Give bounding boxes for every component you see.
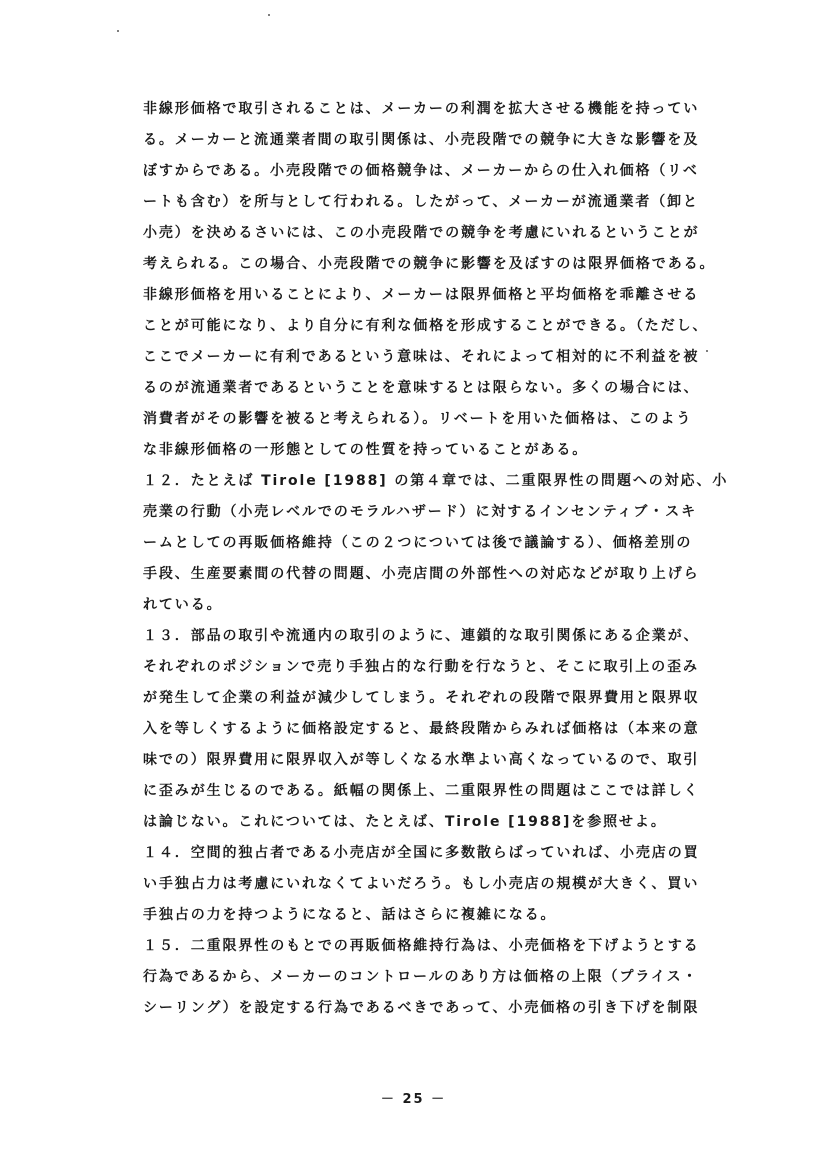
text-line: が発生して企業の利益が減少してしまう。それぞれの段階で限界費用と限界収 [143,690,700,706]
text-line: 非線形価格で取引されることは、メーカーの利潤を拡大させる機能を持ってい [143,101,700,117]
body-text [143,94,729,1024]
text-line: 行為であるから、メーカーのコントロールのあり方は価格の上限（プライス・ [143,969,699,985]
text-line: 消費者がその影響を被ると考えられる）。リベートを用いた価格は、このよう [143,411,693,427]
text-line: ぼすからである。小売段階での価格競争は、メーカーからの仕入れ価格（リベ [143,163,699,179]
text-line: 非線形価格を用いることにより、メーカーは限界価格と平均価格を乖離させる [143,287,700,303]
page-number: － 25 － [380,1092,447,1107]
scan-speck [117,30,119,32]
text-line: るのが流通業者であるということを意味するとは限らない。多くの場合には、 [143,380,700,396]
text-line: 入を等しくするように価格設定すると、最終段階からみれば価格は（本来の意 [143,721,700,737]
text-line: それぞれのポジションで売り手独占的な行動を行なうと、そこに取引上の歪み [143,659,699,675]
text-line: は論じない。これについては、たとえば、Tirole [1988]を参照せよ。 [143,814,667,830]
text-line: 考えられる。この場合、小売段階での競争に影響を及ぼすのは限界価格である。 [143,256,716,272]
text-line: る。メーカーと流通業者間の取引関係は、小売段階での競争に大きな影響を及 [143,132,700,148]
text-line: 味での）限界費用に限界収入が等しくなる水準よい高くなっているので、取引 [143,752,700,768]
text-line: ここでメーカーに有利であるという意味は、それによって相対的に不利益を被 [143,349,700,365]
text-line: い手独占力は考慮にいれなくてよいだろう。もし小売店の規模が大きく、買い [143,876,700,892]
footnote-14-line: １４．空間的独占者である小売店が全国に多数散らばっていれば、小売店の買 [143,845,700,861]
text-line: に歪みが生じるのである。紙幅の関係上、二重限界性の問題はここでは詳しく [143,783,700,799]
text-line: な非線形価格の一形態としての性質を持っていることがある。 [143,442,589,458]
text-line: ことが可能になり、より自分に有利な価格を形成することができる。（ただし、 [143,318,709,334]
footnote-12-line: １２．たとえば Tirole [1988] の第４章では、二重限界性の問題への対応、小 [143,473,729,489]
text-line: 手段、生産要素間の代替の問題、小売店間の外部性への対応などが取り上げら [143,566,700,582]
text-line: ームとしての再販価格維持（この２つについては後で議論する）、価格差別の [143,535,693,551]
scan-speck [268,14,270,16]
text-line: ートも含む）を所与として行われる。したがって、メーカーが流通業者（卸と [143,194,699,210]
scan-speck [706,350,708,352]
text-line: 手独占の力を持つようになると、話はさらに複雑になる。 [143,907,557,923]
footnote-13-line: １３．部品の取引や流通内の取引のように、連鎖的な取引関係にある企業が、 [143,628,700,644]
footnote-15-line: １５．二重限界性のもとでの再販価格維持行為は、小売価格を下げようとする [143,938,700,954]
text-line: 売業の行動（小売レベルでのモラルハザード）に対するインセンティブ・スキ [143,504,697,520]
text-line: シーリング）を設定する行為であるべきであって、小売価格の引き下げを制限 [143,1000,700,1016]
text-line: れている。 [143,597,223,613]
text-line: 小売）を決めるさいには、この小売段階での競争を考慮にいれるということが [143,225,700,241]
